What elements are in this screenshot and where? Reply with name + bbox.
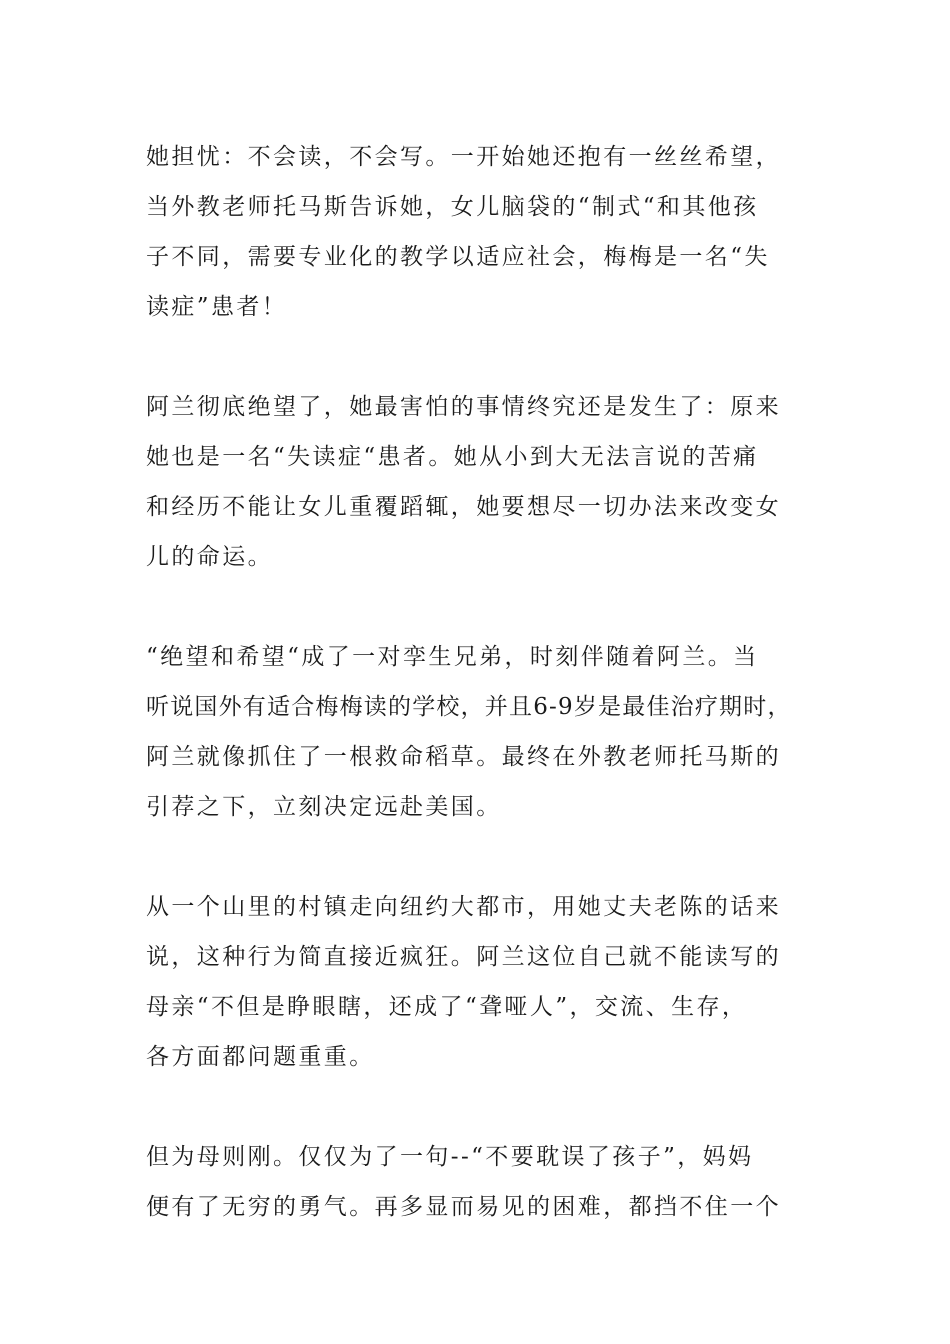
- text-line: 各方面都问题重重。: [146, 1044, 375, 1070]
- paragraph-4: [146, 882, 816, 1082]
- paragraph-gap: [146, 582, 816, 632]
- document-body: [146, 132, 816, 1232]
- text-line: 说，这种行为简直接近疯狂。阿兰这位自己就不能读写的: [146, 944, 781, 970]
- text-line: 便有了无穷的勇气。再多显而易见的困难，都挡不住一个: [146, 1194, 781, 1220]
- text-line: 听说国外有适合梅梅读的学校，并且6-9岁是最佳治疗期时，: [146, 694, 792, 720]
- paragraph-2: [146, 382, 816, 582]
- paragraph-gap: [146, 832, 816, 882]
- paragraph-gap: [146, 332, 816, 382]
- text-line: 儿的命运。: [146, 544, 273, 570]
- text-line: 阿兰彻底绝望了，她最害怕的事情终究还是发生了：原来: [146, 394, 781, 420]
- text-line: 但为母则刚。仅仅为了一句--“不要耽误了孩子”，妈妈: [146, 1144, 754, 1170]
- paragraph-5: [146, 1132, 816, 1232]
- paragraph-3: [146, 632, 816, 832]
- text-line: 她也是一名“失读症“患者。她从小到大无法言说的苦痛: [146, 444, 759, 470]
- text-line: 引荐之下，立刻决定远赴美国。: [146, 794, 502, 820]
- text-line: 母亲“不但是睁眼瞎，还成了“聋哑人”，交流、生存，: [146, 994, 748, 1020]
- text-line: “绝望和希望“成了一对孪生兄弟，时刻伴随着阿兰。当: [146, 644, 759, 670]
- text-line: 和经历不能让女儿重覆蹈辄，她要想尽一切办法来改变女: [146, 494, 781, 520]
- text-line: 从一个山里的村镇走向纽约大都市，用她丈夫老陈的话来: [146, 894, 781, 920]
- paragraph-1: [146, 132, 816, 332]
- text-line: 当外教老师托马斯告诉她，女儿脑袋的“制式“和其他孩: [146, 194, 759, 220]
- paragraph-gap: [146, 1082, 816, 1132]
- text-line: 读症”患者！: [146, 294, 288, 320]
- text-line: 她担忧：不会读，不会写。一开始她还抱有一丝丝希望，: [146, 144, 781, 170]
- text-line: 阿兰就像抓住了一根救命稻草。最终在外教老师托马斯的: [146, 744, 781, 770]
- text-line: 子不同，需要专业化的教学以适应社会，梅梅是一名“失: [146, 244, 770, 270]
